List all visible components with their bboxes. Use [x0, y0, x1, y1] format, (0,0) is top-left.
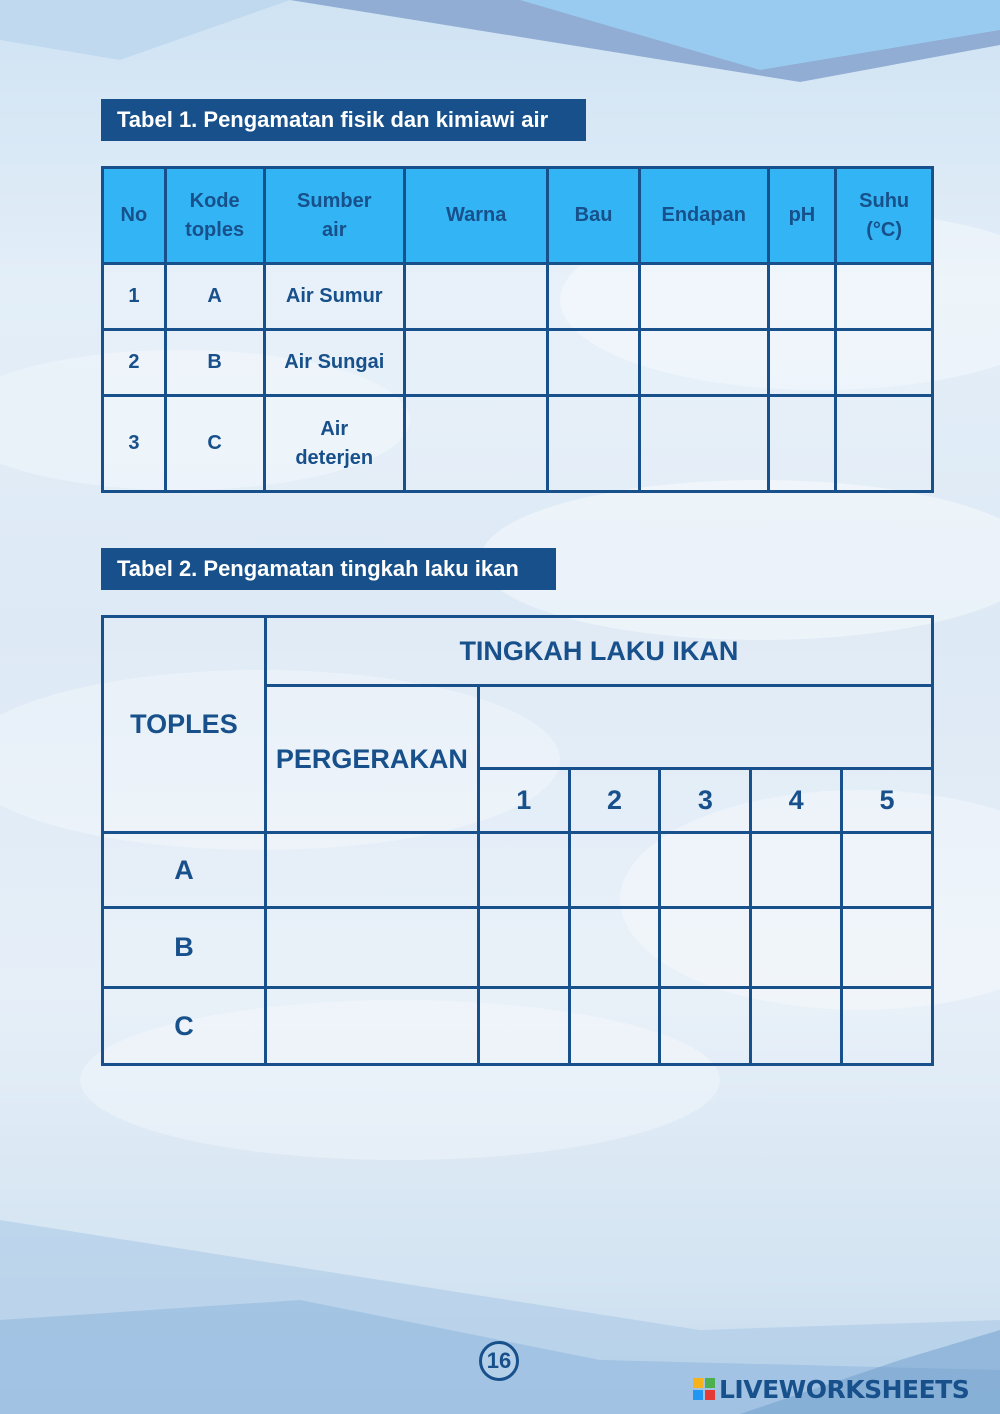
table1-header-row [103, 168, 933, 264]
score-input-cell[interactable] [842, 833, 933, 908]
score-input-cell[interactable] [660, 988, 751, 1065]
score-input-cell[interactable] [569, 988, 660, 1065]
header-endapan: Endapan [639, 168, 768, 264]
suhu-input-cell[interactable] [836, 330, 933, 396]
suhu-input-cell[interactable] [836, 396, 933, 492]
logo-square-l [693, 1378, 703, 1388]
row-number: 3 [103, 396, 166, 492]
jar-label: B [103, 908, 266, 988]
score-input-cell[interactable] [842, 988, 933, 1065]
tingkah-laku-header: TINGKAH LAKU IKAN [265, 617, 932, 686]
pergerakan-input-cell[interactable] [265, 988, 478, 1065]
header-no: No [103, 168, 166, 264]
header-warna: Warna [405, 168, 548, 264]
water-source: Air Sumur [264, 264, 405, 330]
table1-caption: Tabel 1. Pengamatan fisik dan kimiawi air [101, 99, 586, 141]
score-input-cell[interactable] [660, 908, 751, 988]
table2-caption: Tabel 2. Pengamatan tingkah laku ikan [101, 548, 556, 590]
liveworksheets-brand[interactable] [693, 1374, 969, 1404]
jar-code: A [165, 264, 264, 330]
score-column-1: 1 [478, 769, 569, 833]
score-input-cell[interactable] [660, 833, 751, 908]
header-kode-toples: Kode toples [165, 168, 264, 264]
suhu-input-cell[interactable] [836, 264, 933, 330]
liveworksheets-logo-icon [693, 1378, 715, 1400]
table-row [103, 833, 933, 908]
score-column-2: 2 [569, 769, 660, 833]
ph-input-cell[interactable] [768, 396, 836, 492]
header-ph: pH [768, 168, 836, 264]
score-group-header [478, 686, 932, 769]
brand-name: LIVEWORKSHEETS [719, 1374, 970, 1404]
score-input-cell[interactable] [478, 908, 569, 988]
warna-input-cell[interactable] [405, 264, 548, 330]
table-row [103, 908, 933, 988]
warna-input-cell[interactable] [405, 330, 548, 396]
bau-input-cell[interactable] [548, 396, 640, 492]
score-input-cell[interactable] [569, 908, 660, 988]
toples-header: TOPLES [103, 617, 266, 833]
water-source: Air Sungai [264, 330, 405, 396]
fish-behavior-table [101, 615, 934, 1066]
endapan-input-cell[interactable] [639, 264, 768, 330]
water-observation-table [101, 166, 934, 493]
logo-square-v [693, 1390, 703, 1400]
score-input-cell[interactable] [751, 833, 842, 908]
jar-code: C [165, 396, 264, 492]
score-column-3: 3 [660, 769, 751, 833]
jar-code: B [165, 330, 264, 396]
table2-header-row [103, 617, 933, 686]
page-number: 16 [479, 1341, 519, 1381]
bau-input-cell[interactable] [548, 330, 640, 396]
table-row [103, 330, 933, 396]
endapan-input-cell[interactable] [639, 330, 768, 396]
pergerakan-header: PERGERAKAN [265, 686, 478, 833]
warna-input-cell[interactable] [405, 396, 548, 492]
score-input-cell[interactable] [478, 988, 569, 1065]
jar-label: C [103, 988, 266, 1065]
bau-input-cell[interactable] [548, 264, 640, 330]
score-input-cell[interactable] [569, 833, 660, 908]
row-number: 2 [103, 330, 166, 396]
score-column-4: 4 [751, 769, 842, 833]
jar-label: A [103, 833, 266, 908]
logo-square-e [705, 1390, 715, 1400]
score-column-5: 5 [842, 769, 933, 833]
score-input-cell[interactable] [478, 833, 569, 908]
pergerakan-input-cell[interactable] [265, 908, 478, 988]
header-bau: Bau [548, 168, 640, 264]
ph-input-cell[interactable] [768, 330, 836, 396]
table-row [103, 988, 933, 1065]
score-input-cell[interactable] [751, 908, 842, 988]
pergerakan-input-cell[interactable] [265, 833, 478, 908]
header-sumber-air: Sumber air [264, 168, 405, 264]
score-input-cell[interactable] [751, 988, 842, 1065]
header-suhu: Suhu (°C) [836, 168, 933, 264]
logo-square-i [705, 1378, 715, 1388]
row-number: 1 [103, 264, 166, 330]
ph-input-cell[interactable] [768, 264, 836, 330]
score-input-cell[interactable] [842, 908, 933, 988]
table-row [103, 396, 933, 492]
water-source: Air deterjen [264, 396, 405, 492]
table-row [103, 264, 933, 330]
endapan-input-cell[interactable] [639, 396, 768, 492]
